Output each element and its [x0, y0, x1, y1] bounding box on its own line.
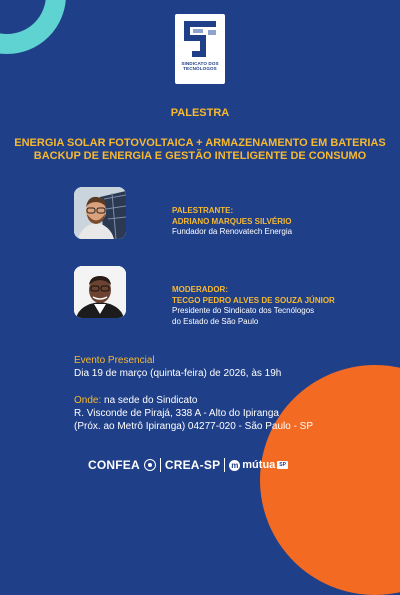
mutua-logo: [229, 459, 288, 471]
moderator-name: TECGO PEDRO ALVES DE SOUZA JÚNIOR: [172, 295, 335, 305]
confea-text: CONFEA: [88, 457, 140, 472]
speaker-photo: [74, 187, 126, 239]
event-location: [74, 394, 313, 433]
moderator-photo: [74, 266, 126, 318]
confea-logo: [88, 457, 140, 472]
logo-line-1: SINDICATO DOS: [181, 61, 219, 66]
logo-divider: [224, 458, 225, 472]
speaker-info: [172, 206, 292, 238]
sindicato-emblem-icon: [180, 18, 220, 60]
decorative-ring-top-left: [0, 0, 66, 54]
event-date: Dia 19 de março (quinta-feira) de 2026, às 19h: [74, 368, 282, 379]
event-schedule: [74, 354, 281, 380]
event-title-line-2: BACKUP DE ENERGIA E GESTÃO INTELIGENTE DE CONSUMO: [33, 150, 367, 162]
event-title: [0, 137, 400, 163]
logo-line-2: TECNÓLOGOS: [183, 65, 217, 71]
logo-divider: [160, 458, 161, 472]
event-where: [74, 394, 313, 407]
speaker-role-label: PALESTRANTE:: [172, 206, 234, 215]
seal-icon: [144, 459, 156, 471]
moderator-description-line-2: do Estado de São Paulo: [172, 316, 259, 326]
where-label: Onde:: [74, 395, 102, 406]
mutua-text: mútua: [242, 459, 276, 471]
crea-logo: [164, 457, 221, 472]
event-format: Evento Presencial: [74, 355, 155, 366]
mutua-icon: m: [231, 460, 239, 470]
crea-text: CREA-SP: [164, 457, 221, 472]
moderator-role-label: MODERADOR:: [172, 285, 228, 294]
sindicato-logo: [175, 14, 225, 84]
address-line-2: (Próx. ao Metrô Ipiranga) 04277-020 - São Paulo - SP: [74, 421, 314, 432]
moderator-info: [172, 285, 335, 327]
sponsor-logos: [88, 458, 288, 472]
moderator-description-line-1: Presidente do Sindicato dos Tecnólogos: [172, 306, 315, 315]
event-type-heading: PALESTRA: [170, 107, 230, 119]
moderator-portrait-image: [74, 266, 126, 318]
logo-caption: [181, 62, 218, 72]
speaker-name: ADRIANO MARQUES SILVÉRIO: [172, 216, 292, 226]
address-line-1: R. Visconde de Pirajá, 338 A - Alto do Ipiranga: [74, 408, 279, 419]
speaker-description: Fundador da Renovatech Energia: [172, 227, 293, 236]
event-title-line-1: ENERGIA SOLAR FOTOVOLTAICA + ARMAZENAMENTO EM BATERIAS: [14, 137, 386, 149]
where-value: na sede do Sindicato: [101, 395, 198, 406]
mutua-sp-badge: SP: [279, 462, 286, 468]
speaker-portrait-image: [74, 187, 126, 239]
